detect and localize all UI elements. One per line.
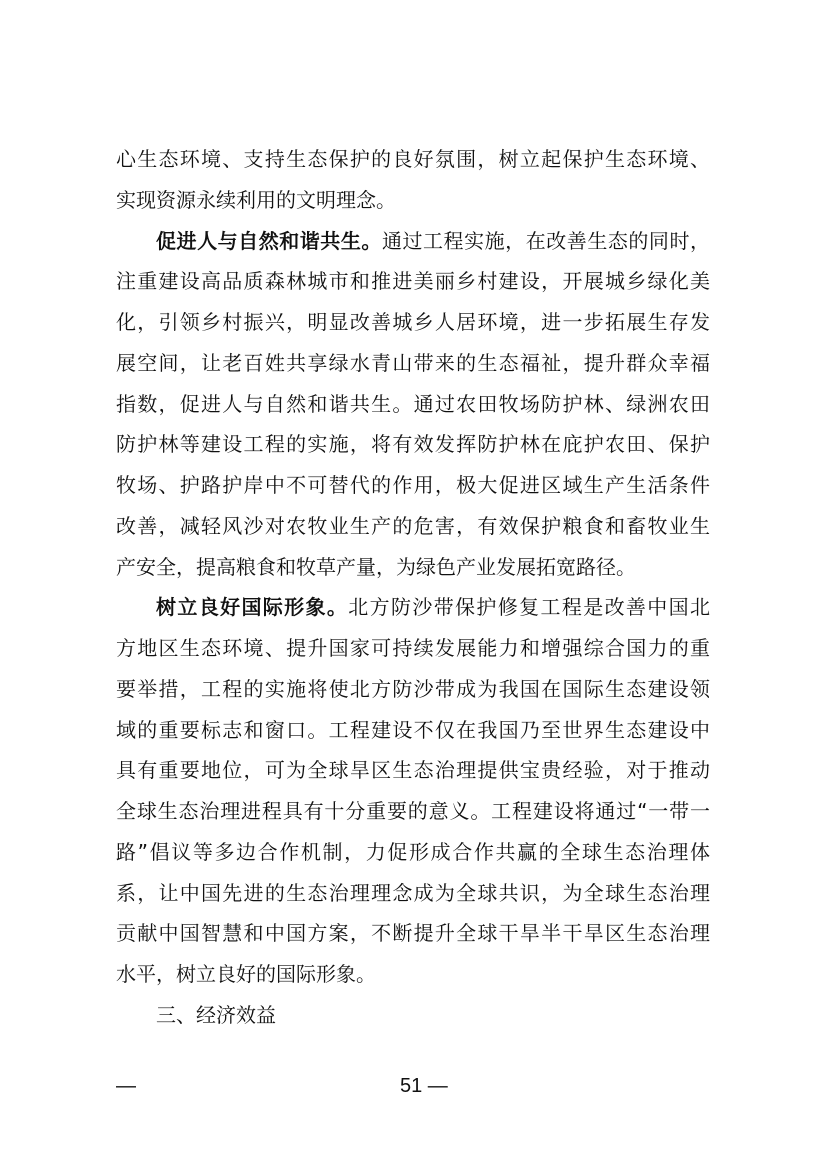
- line-text: 注重建设高品质森林城市和推进美丽乡村建设，开展城乡绿化美: [116, 269, 710, 293]
- text-line: [116, 594, 710, 620]
- text-line: [116, 717, 710, 743]
- text-line: [116, 920, 710, 946]
- text-line: [116, 757, 710, 783]
- line-text: 系，让中国先进的生态治理理念成为全球共识，为全球生态治理: [116, 881, 710, 905]
- text-line: [116, 635, 710, 661]
- line-text: 要举措，工程的实施将使北方防沙带成为我国在国际生态建设领: [116, 677, 710, 701]
- text-line: [116, 187, 710, 213]
- line-text: 防护林等建设工程的实施，将有效发挥防护林在庇护农田、保护: [116, 432, 710, 456]
- line-text: 贡献中国智慧和中国方案，不断提升全球干旱半干旱区生态治理: [116, 921, 710, 945]
- text-line: [116, 798, 710, 824]
- page-number: 51 —: [400, 1075, 448, 1097]
- line-text: 三、经济效益: [156, 1003, 276, 1027]
- bold-lead: 树立良好国际形象。: [156, 595, 349, 619]
- text-line: [116, 391, 710, 417]
- line-text: 实现资源永续利用的文明理念。: [116, 188, 396, 212]
- text-line: [116, 268, 710, 294]
- text-line: [116, 431, 710, 457]
- text-line: [116, 961, 710, 987]
- line-text: 通过工程实施，在改善生态的同时，: [381, 229, 710, 253]
- line-text: 化，引领乡村振兴，明显改善城乡人居环境，进一步拓展生存发: [116, 310, 710, 334]
- line-text: 路”倡议等多边合作机制，力促形成合作共赢的全球生态治理体: [116, 840, 710, 864]
- line-text: 水平，树立良好的国际形象。: [116, 962, 376, 986]
- bold-lead: 促进人与自然和谐共生。: [156, 229, 382, 253]
- text-line: [116, 472, 710, 498]
- text-line: [116, 676, 710, 702]
- line-text: 全球生态治理进程具有十分重要的意义。工程建设将通过“一带一: [116, 799, 710, 823]
- line-text: 展空间，让老百姓共享绿水青山带来的生态福祉，提升群众幸福: [116, 351, 710, 375]
- text-line: [116, 146, 710, 172]
- line-text: 具有重要地位，可为全球旱区生态治理提供宝贵经验，对于推动: [116, 758, 710, 782]
- text-line: [116, 309, 710, 335]
- line-text: 心生态环境、支持生态保护的良好氛围，树立起保护生态环境、: [116, 147, 710, 171]
- line-text: 方地区生态环境、提升国家可持续发展能力和增强综合国力的重: [116, 636, 710, 660]
- line-text: 产安全，提高粮食和牧草产量，为绿色产业发展拓宽路径。: [116, 555, 636, 579]
- text-line: [116, 350, 710, 376]
- text-line: [116, 554, 710, 580]
- line-text: 指数，促进人与自然和谐共生。通过农田牧场防护林、绿洲农田: [116, 392, 710, 416]
- line-text: 改善，减轻风沙对农牧业生产的危害，有效保护粮食和畜牧业生: [116, 514, 710, 538]
- text-line: [116, 880, 710, 906]
- text-line: [116, 228, 710, 254]
- line-text: 牧场、护路护岸中不可替代的作用，极大促进区域生产生活条件: [116, 473, 710, 497]
- text-line: [116, 839, 710, 865]
- line-text: 北方防沙带保护修复工程是改善中国北: [348, 595, 710, 619]
- line-text: 域的重要标志和窗口。工程建设不仅在我国乃至世界生态建设中: [116, 718, 710, 742]
- text-line: [116, 1002, 710, 1028]
- footer-left-dash: —: [116, 1075, 136, 1097]
- text-line: [116, 513, 710, 539]
